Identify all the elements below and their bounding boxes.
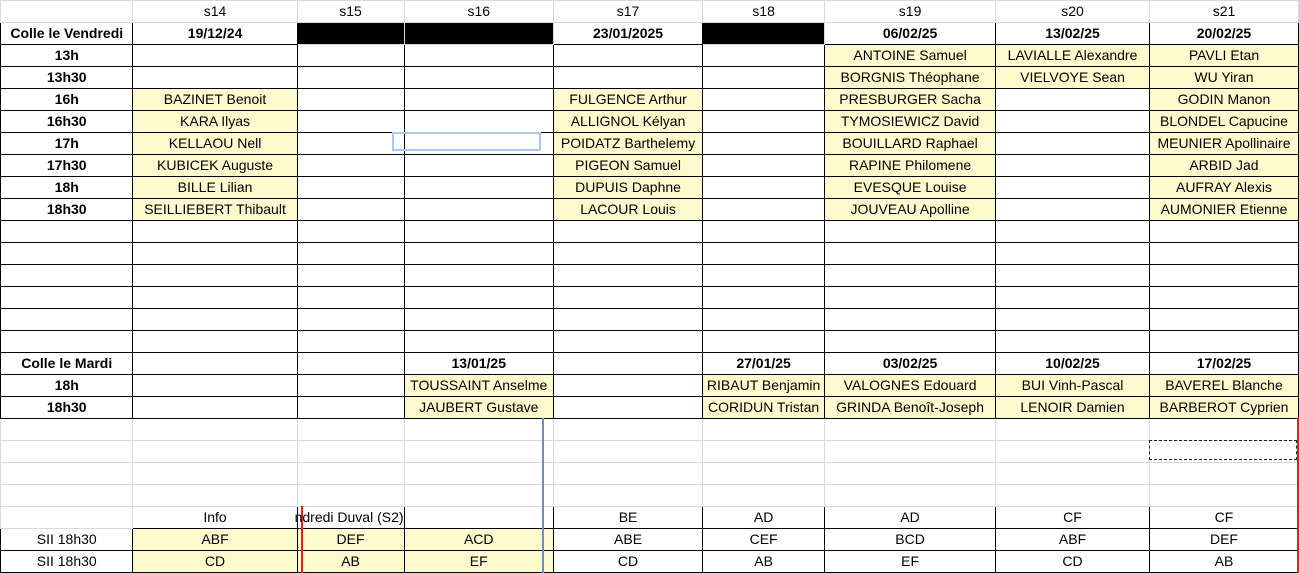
cell[interactable] bbox=[825, 441, 996, 463]
cell[interactable] bbox=[404, 67, 553, 89]
cell[interactable] bbox=[297, 67, 404, 89]
cell[interactable] bbox=[404, 441, 553, 463]
cell[interactable] bbox=[703, 111, 825, 133]
student-cell[interactable]: KELLAOU Nell bbox=[133, 133, 297, 155]
cell[interactable] bbox=[703, 485, 825, 507]
student-cell[interactable]: SEILLIEBERT Thibault bbox=[133, 199, 297, 221]
cell[interactable] bbox=[996, 177, 1150, 199]
empty-row bbox=[1, 331, 1299, 353]
cell[interactable] bbox=[297, 155, 404, 177]
cell[interactable] bbox=[825, 243, 996, 265]
cell[interactable] bbox=[553, 243, 702, 265]
empty-row bbox=[1, 243, 1299, 265]
cell[interactable] bbox=[133, 419, 297, 441]
cell[interactable] bbox=[996, 155, 1150, 177]
group-cell[interactable]: CD bbox=[996, 551, 1150, 573]
cell[interactable] bbox=[133, 67, 297, 89]
cell[interactable] bbox=[703, 463, 825, 485]
group-cell[interactable]: CD bbox=[553, 551, 702, 573]
student-cell[interactable]: BUI Vinh-Pascal bbox=[996, 375, 1150, 397]
cell[interactable] bbox=[703, 309, 825, 331]
week-header[interactable]: s19 bbox=[825, 1, 996, 23]
vendredi-date-row bbox=[1, 23, 1299, 45]
time-label[interactable]: 16h30 bbox=[1, 111, 133, 133]
student-cell[interactable]: KUBICEK Auguste bbox=[133, 155, 297, 177]
cell[interactable] bbox=[825, 287, 996, 309]
cell[interactable] bbox=[825, 309, 996, 331]
cell[interactable] bbox=[1149, 331, 1298, 353]
date-cell[interactable]: 27/01/25 bbox=[703, 353, 825, 375]
cell[interactable] bbox=[703, 331, 825, 353]
student-cell[interactable]: BAZINET Benoit bbox=[133, 89, 297, 111]
cell[interactable] bbox=[553, 331, 702, 353]
cell[interactable] bbox=[1, 331, 133, 353]
empty-row bbox=[1, 419, 1299, 441]
student-cell[interactable]: ARBID Jad bbox=[1149, 155, 1298, 177]
blocked-cell[interactable] bbox=[703, 23, 825, 45]
cell[interactable] bbox=[404, 309, 553, 331]
empty-row bbox=[1, 463, 1299, 485]
student-cell[interactable]: JOUVEAU Apolline bbox=[825, 199, 996, 221]
date-cell[interactable]: 20/02/25 bbox=[1149, 23, 1298, 45]
cell[interactable] bbox=[404, 155, 553, 177]
cell-selection-highlight bbox=[392, 132, 541, 151]
cell[interactable] bbox=[1149, 287, 1298, 309]
empty-row bbox=[1, 485, 1299, 507]
cell[interactable] bbox=[133, 287, 297, 309]
group-cell[interactable]: ACD bbox=[404, 529, 553, 551]
date-cell[interactable] bbox=[553, 353, 702, 375]
group-cell[interactable]: CF bbox=[1149, 507, 1298, 529]
slot-row bbox=[1, 111, 1299, 133]
cell[interactable] bbox=[297, 397, 404, 419]
cell[interactable] bbox=[553, 375, 702, 397]
cell[interactable] bbox=[404, 45, 553, 67]
time-label[interactable]: 16h bbox=[1, 89, 133, 111]
cell[interactable] bbox=[1149, 309, 1298, 331]
student-cell[interactable]: LAVIALLE Alexandre bbox=[996, 45, 1150, 67]
sii-groups-row bbox=[1, 507, 1299, 529]
student-cell[interactable]: EVESQUE Louise bbox=[825, 177, 996, 199]
group-cell[interactable]: ABE bbox=[553, 529, 702, 551]
student-cell[interactable]: BLONDEL Capucine bbox=[1149, 111, 1298, 133]
cell[interactable] bbox=[553, 419, 702, 441]
student-cell[interactable]: GRINDA Benoît-Joseph bbox=[825, 397, 996, 419]
time-label[interactable]: 13h bbox=[1, 45, 133, 67]
date-cell[interactable] bbox=[133, 353, 297, 375]
cell[interactable] bbox=[1, 243, 133, 265]
student-cell[interactable]: BORGNIS Théophane bbox=[825, 67, 996, 89]
cell[interactable] bbox=[404, 331, 553, 353]
week-header[interactable]: s21 bbox=[1149, 1, 1298, 23]
cell[interactable] bbox=[553, 309, 702, 331]
week-header[interactable]: s18 bbox=[703, 1, 825, 23]
cell[interactable] bbox=[133, 221, 297, 243]
blocked-cell[interactable] bbox=[404, 23, 553, 45]
time-label[interactable]: 17h bbox=[1, 133, 133, 155]
cell[interactable] bbox=[825, 331, 996, 353]
cell[interactable] bbox=[297, 265, 404, 287]
cell[interactable] bbox=[825, 419, 996, 441]
cell[interactable] bbox=[297, 419, 404, 441]
date-cell[interactable]: 10/02/25 bbox=[996, 353, 1150, 375]
cell[interactable] bbox=[1, 419, 133, 441]
cell[interactable] bbox=[703, 45, 825, 67]
cell[interactable] bbox=[133, 375, 297, 397]
cell[interactable] bbox=[404, 89, 553, 111]
cell[interactable] bbox=[297, 89, 404, 111]
time-label[interactable]: 17h30 bbox=[1, 155, 133, 177]
date-cell[interactable]: 13/01/25 bbox=[404, 353, 553, 375]
cell[interactable] bbox=[404, 177, 553, 199]
cell[interactable] bbox=[553, 463, 702, 485]
cell[interactable] bbox=[297, 287, 404, 309]
student-cell[interactable]: BARBEROT Cyprien bbox=[1149, 397, 1298, 419]
cell[interactable] bbox=[996, 331, 1150, 353]
group-cell[interactable] bbox=[404, 507, 553, 529]
cell[interactable] bbox=[404, 243, 553, 265]
student-cell[interactable]: GODIN Manon bbox=[1149, 89, 1298, 111]
student-cell[interactable]: POIDATZ Barthelemy bbox=[553, 133, 702, 155]
cell[interactable] bbox=[133, 463, 297, 485]
cell[interactable] bbox=[404, 199, 553, 221]
empty-row bbox=[1, 265, 1299, 287]
time-label[interactable]: 18h bbox=[1, 177, 133, 199]
student-cell[interactable]: BAVEREL Blanche bbox=[1149, 375, 1298, 397]
group-cell[interactable]: CF bbox=[996, 507, 1150, 529]
cell[interactable] bbox=[996, 287, 1150, 309]
student-cell[interactable]: PRESBURGER Sacha bbox=[825, 89, 996, 111]
cell[interactable] bbox=[133, 397, 297, 419]
group-cell[interactable]: CEF bbox=[703, 529, 825, 551]
cell[interactable] bbox=[553, 485, 702, 507]
empty-row bbox=[1, 441, 1299, 463]
overflow-text: ndredi Duval (S2) bbox=[294, 509, 404, 525]
cell[interactable] bbox=[297, 463, 404, 485]
cell[interactable] bbox=[404, 485, 553, 507]
student-cell[interactable]: BILLE Lilian bbox=[133, 177, 297, 199]
week-header[interactable]: s20 bbox=[996, 1, 1150, 23]
student-cell[interactable]: LENOIR Damien bbox=[996, 397, 1150, 419]
cell[interactable] bbox=[703, 441, 825, 463]
group-cell[interactable]: DEF bbox=[297, 529, 404, 551]
cell[interactable] bbox=[297, 133, 404, 155]
cell[interactable] bbox=[553, 287, 702, 309]
cell[interactable] bbox=[825, 463, 996, 485]
cell[interactable] bbox=[996, 221, 1150, 243]
cell[interactable] bbox=[996, 199, 1150, 221]
student-cell[interactable]: VALOGNES Edouard bbox=[825, 375, 996, 397]
cell[interactable] bbox=[996, 243, 1150, 265]
date-cell[interactable]: 23/01/2025 bbox=[553, 23, 702, 45]
cell[interactable] bbox=[1149, 463, 1298, 485]
cell[interactable] bbox=[703, 419, 825, 441]
cell[interactable] bbox=[703, 89, 825, 111]
cell[interactable] bbox=[1149, 265, 1298, 287]
student-cell[interactable]: RIBAUT Benjamin bbox=[703, 375, 825, 397]
cell[interactable] bbox=[297, 111, 404, 133]
student-cell[interactable]: VIELVOYE Sean bbox=[996, 67, 1150, 89]
cell[interactable] bbox=[825, 485, 996, 507]
group-cell[interactable]: ABF bbox=[133, 529, 297, 551]
slot-row bbox=[1, 155, 1299, 177]
cell[interactable] bbox=[404, 287, 553, 309]
sii-label[interactable]: SII 18h30 bbox=[1, 529, 133, 551]
cell[interactable] bbox=[297, 45, 404, 67]
student-cell[interactable]: PIGEON Samuel bbox=[553, 155, 702, 177]
sii-row bbox=[1, 551, 1299, 573]
slot-row bbox=[1, 67, 1299, 89]
cell[interactable] bbox=[297, 309, 404, 331]
cell[interactable] bbox=[703, 287, 825, 309]
cell[interactable] bbox=[996, 463, 1150, 485]
section-label[interactable]: Colle le Mardi bbox=[1, 353, 133, 375]
student-cell[interactable]: KARA Ilyas bbox=[133, 111, 297, 133]
student-cell[interactable]: ALLIGNOL Kélyan bbox=[553, 111, 702, 133]
student-cell[interactable]: MEUNIER Apollinaire bbox=[1149, 133, 1298, 155]
week-header-row bbox=[1, 1, 1299, 23]
student-cell[interactable]: AUMONIER Etienne bbox=[1149, 199, 1298, 221]
cell[interactable] bbox=[703, 199, 825, 221]
cell[interactable] bbox=[703, 177, 825, 199]
empty-row bbox=[1, 309, 1299, 331]
group-cell[interactable]: EF bbox=[825, 551, 996, 573]
cell[interactable] bbox=[553, 221, 702, 243]
cell[interactable] bbox=[133, 309, 297, 331]
cell[interactable] bbox=[825, 265, 996, 287]
cell[interactable] bbox=[404, 265, 553, 287]
student-cell[interactable]: BOUILLARD Raphael bbox=[825, 133, 996, 155]
cell[interactable] bbox=[996, 265, 1150, 287]
cell[interactable] bbox=[553, 397, 702, 419]
date-cell[interactable]: 17/02/25 bbox=[1149, 353, 1298, 375]
week-header[interactable]: s16 bbox=[404, 1, 553, 23]
cell[interactable] bbox=[297, 485, 404, 507]
student-cell[interactable]: RAPINE Philomene bbox=[825, 155, 996, 177]
cell[interactable] bbox=[1, 485, 133, 507]
cell[interactable] bbox=[996, 441, 1150, 463]
student-cell[interactable]: AUFRAY Alexis bbox=[1149, 177, 1298, 199]
mardi-date-row bbox=[1, 353, 1299, 375]
cell[interactable] bbox=[297, 199, 404, 221]
cell[interactable] bbox=[297, 441, 404, 463]
cell[interactable] bbox=[553, 67, 702, 89]
cell[interactable] bbox=[1, 221, 133, 243]
group-cell[interactable]: AD bbox=[825, 507, 996, 529]
cell[interactable] bbox=[404, 419, 553, 441]
cell[interactable] bbox=[996, 309, 1150, 331]
cell[interactable] bbox=[1149, 419, 1298, 441]
cell[interactable] bbox=[1, 507, 133, 529]
group-cell[interactable]: DEF bbox=[1149, 529, 1298, 551]
week-header[interactable]: s15 bbox=[297, 1, 404, 23]
cell[interactable] bbox=[703, 133, 825, 155]
slot-row bbox=[1, 133, 1299, 155]
date-cell[interactable] bbox=[297, 353, 404, 375]
cell[interactable] bbox=[703, 265, 825, 287]
cell[interactable] bbox=[297, 221, 404, 243]
cell[interactable] bbox=[996, 89, 1150, 111]
student-cell[interactable]: ANTOINE Samuel bbox=[825, 45, 996, 67]
student-cell[interactable]: DUPUIS Daphne bbox=[553, 177, 702, 199]
copy-marquee bbox=[1149, 440, 1297, 460]
cell[interactable] bbox=[1, 463, 133, 485]
cell[interactable] bbox=[404, 221, 553, 243]
sii-label[interactable]: SII 18h30 bbox=[1, 551, 133, 573]
group-cell[interactable]: CD bbox=[133, 551, 297, 573]
student-cell[interactable]: WU Yiran bbox=[1149, 67, 1298, 89]
date-cell[interactable]: 03/02/25 bbox=[825, 353, 996, 375]
cell[interactable] bbox=[703, 243, 825, 265]
group-cell[interactable]: AB bbox=[297, 551, 404, 573]
empty-row bbox=[1, 221, 1299, 243]
week-header[interactable]: s17 bbox=[553, 1, 702, 23]
date-cell[interactable]: 13/02/25 bbox=[996, 23, 1150, 45]
cell[interactable] bbox=[996, 485, 1150, 507]
cell[interactable] bbox=[133, 45, 297, 67]
slot-row bbox=[1, 177, 1299, 199]
slot-row bbox=[1, 89, 1299, 111]
sii-row bbox=[1, 529, 1299, 551]
group-cell[interactable]: BE bbox=[553, 507, 702, 529]
blocked-cell[interactable] bbox=[297, 23, 404, 45]
time-label[interactable]: 18h30 bbox=[1, 397, 133, 419]
student-cell[interactable]: PAVLI Etan bbox=[1149, 45, 1298, 67]
date-cell[interactable]: 19/12/24 bbox=[133, 23, 297, 45]
group-cell[interactable]: AB bbox=[1149, 551, 1298, 573]
cell[interactable] bbox=[996, 133, 1150, 155]
cell[interactable] bbox=[1, 287, 133, 309]
cell[interactable] bbox=[553, 265, 702, 287]
slot-row bbox=[1, 375, 1299, 397]
cell[interactable] bbox=[297, 243, 404, 265]
group-cell[interactable]: AB bbox=[703, 551, 825, 573]
cell[interactable] bbox=[553, 441, 702, 463]
cell[interactable] bbox=[1, 265, 133, 287]
section-label[interactable]: Colle le Vendredi bbox=[1, 23, 133, 45]
cell[interactable] bbox=[133, 441, 297, 463]
slot-row bbox=[1, 397, 1299, 419]
time-label[interactable]: 18h bbox=[1, 375, 133, 397]
cell[interactable] bbox=[703, 221, 825, 243]
cell[interactable] bbox=[404, 463, 553, 485]
group-cell[interactable]: Info bbox=[133, 507, 297, 529]
student-cell[interactable]: CORIDUN Tristan bbox=[703, 397, 825, 419]
student-cell[interactable]: JAUBERT Gustave bbox=[404, 397, 553, 419]
cell[interactable] bbox=[297, 177, 404, 199]
group-cell[interactable]: EF bbox=[404, 551, 553, 573]
student-cell[interactable]: FULGENCE Arthur bbox=[553, 89, 702, 111]
cell[interactable] bbox=[703, 155, 825, 177]
cell[interactable] bbox=[996, 111, 1150, 133]
student-cell[interactable]: TOUSSAINT Anselme bbox=[404, 375, 553, 397]
cell[interactable] bbox=[133, 331, 297, 353]
cell[interactable] bbox=[553, 45, 702, 67]
group-cell[interactable]: BCD bbox=[825, 529, 996, 551]
student-cell[interactable]: TYMOSIEWICZ David bbox=[825, 111, 996, 133]
cell[interactable] bbox=[1149, 221, 1298, 243]
empty-row bbox=[1, 287, 1299, 309]
cell[interactable] bbox=[133, 485, 297, 507]
cell[interactable] bbox=[1, 441, 133, 463]
week-header[interactable]: s14 bbox=[133, 1, 297, 23]
cell[interactable] bbox=[297, 331, 404, 353]
cell[interactable] bbox=[825, 221, 996, 243]
student-cell[interactable]: LACOUR Louis bbox=[553, 199, 702, 221]
slot-row bbox=[1, 199, 1299, 221]
cell[interactable] bbox=[133, 243, 297, 265]
slot-row bbox=[1, 45, 1299, 67]
cell[interactable] bbox=[133, 265, 297, 287]
date-cell[interactable]: 06/02/25 bbox=[825, 23, 996, 45]
cell[interactable] bbox=[1, 1, 133, 23]
cell[interactable] bbox=[1, 309, 133, 331]
time-label[interactable]: 13h30 bbox=[1, 67, 133, 89]
cell[interactable] bbox=[297, 375, 404, 397]
group-cell[interactable] bbox=[294, 507, 404, 529]
group-cell[interactable]: AD bbox=[703, 507, 825, 529]
cell[interactable] bbox=[404, 111, 553, 133]
cell[interactable] bbox=[1149, 243, 1298, 265]
time-label[interactable]: 18h30 bbox=[1, 199, 133, 221]
group-cell[interactable]: ABF bbox=[996, 529, 1150, 551]
cell[interactable] bbox=[996, 419, 1150, 441]
cell[interactable] bbox=[703, 67, 825, 89]
cell[interactable] bbox=[1149, 485, 1298, 507]
column-divider-line bbox=[542, 418, 544, 573]
